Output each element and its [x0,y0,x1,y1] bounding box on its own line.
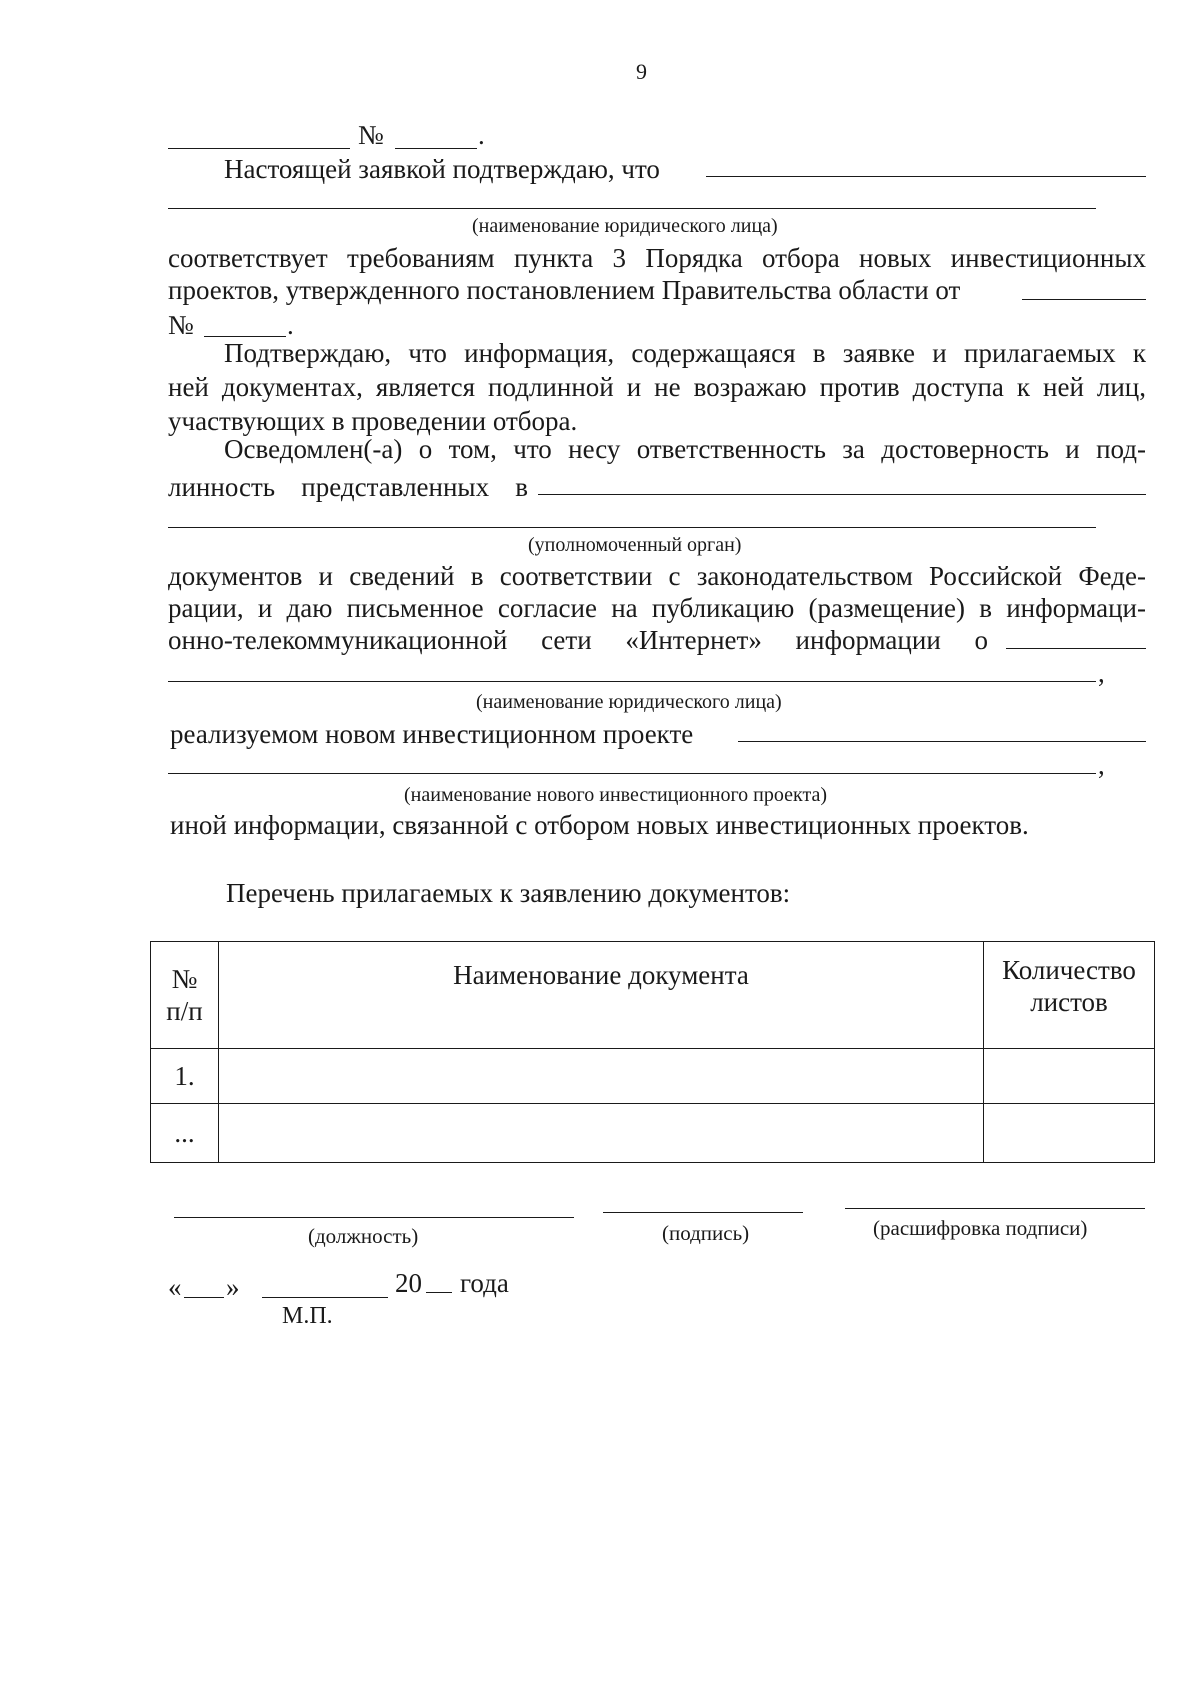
col-count-header: Количество листов [984,942,1155,1049]
blank-line [538,494,1146,495]
p2-line1: Подтверждаю, что информация, содержащаяся в заявке и прилагаемых к [224,338,1146,368]
blank-line [168,208,1096,209]
caption-entity-1: (наименование юридического лица) [472,215,778,237]
blank-line [738,741,1146,742]
p1-end: . [287,310,294,340]
table-row [151,1104,1155,1163]
p1-line1: соответствует требованиям пункта 3 Порядка отбора новых инвестиционных [168,243,1146,273]
blank-line [706,176,1146,177]
p1-start: Настоящей заявкой подтверждаю, что [224,154,660,184]
date-close-quote: » [226,1272,240,1302]
stamp-label: М.П. [282,1303,333,1329]
blank-line [1006,648,1146,649]
position-line [174,1217,574,1218]
p2-line3: участвующих в проведении отбора. [168,406,578,436]
col-num-header: № п/п [151,942,219,1049]
table-header [151,942,1155,1049]
caption-project: (наименование нового инвестиционного проекта) [404,784,827,806]
day-blank [184,1297,224,1298]
year-blank [426,1292,452,1293]
blank-line [1022,299,1146,300]
year-prefix: 20 [395,1268,422,1298]
row-count [984,1104,1155,1163]
signature-caption: (подпись) [662,1221,750,1245]
row-count [984,1049,1155,1104]
month-blank [262,1297,388,1298]
header-end: . [478,120,485,150]
p3-line1: Осведомлен(-а) о том, что несу ответственность за достоверность и под- [224,434,1146,464]
col-name-header: Наименование документа [218,942,983,1049]
p3-line3: документов и сведений в соответствии с законодательством Российской Феде- [168,561,1146,591]
documents-table [150,941,1155,1163]
caption-authority: (уполномоченный орган) [528,534,742,556]
row-num: 1. [151,1049,219,1104]
signature-line [603,1212,803,1213]
comma: , [1098,750,1105,780]
p3-line2: линность представленных в [168,472,528,502]
p3-line4: рации, и даю письменное согласие на публикацию (размещение) в информаци- [168,593,1146,623]
blank-line [395,148,477,149]
row-name [218,1049,983,1104]
blank-line [168,773,1096,774]
p3-line7: иной информации, связанной с отбором новых инвестиционных проектов. [170,810,1029,840]
p3-line5: онно-телекоммуникационной сети «Интернет» информации о [168,625,988,655]
comma: , [1098,658,1105,688]
row-num: ... [151,1104,219,1163]
row-name [218,1104,983,1163]
p1-number-sign: № [168,310,194,340]
list-title: Перечень прилагаемых к заявлению документов: [226,878,791,908]
table-row [151,1049,1155,1104]
date-open-quote: « [168,1272,182,1302]
p3-line6: реализуемом новом инвестиционном проекте [170,719,694,749]
decode-line [845,1208,1145,1209]
year-suffix: года [460,1268,509,1298]
position-caption: (должность) [308,1224,419,1248]
blank-line [168,681,1096,682]
number-sign: № [358,120,384,150]
page-number: 9 [636,59,647,84]
blank-line [168,148,350,149]
caption-entity-2: (наименование юридического лица) [476,691,782,713]
blank-line [168,527,1096,528]
decode-caption: (расшифровка подписи) [873,1216,1088,1240]
p1-line2: проектов, утвержденного постановлением Правительства области от [168,275,961,305]
p2-line2: ней документах, является подлинной и не возражаю против доступа к ней лиц, [168,372,1146,402]
